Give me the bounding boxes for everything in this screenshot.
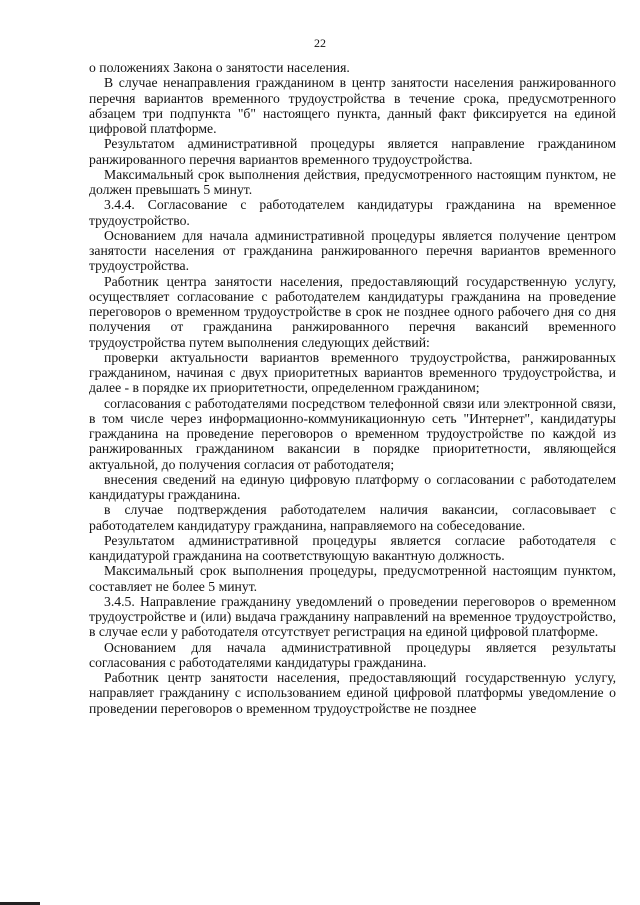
- paragraph-employee-actions: Работник центра занятости населения, предоставляющий государственную услугу, осуществляет согласование с работодателем кандидатуры гражданина на проведение переговоров о временном трудоустройстве в срок не позднее одного рабочего дня со дня получения от гражданина ранжированного перечня вакансий временного трудоустройства путем выполнения следующих действий:: [89, 273, 616, 350]
- paragraph-result-consent: Результатом административной процедуры является согласие работодателя с кандидатурой гражданина на соответствующую вакантную должность.: [89, 532, 616, 563]
- page-number: 22: [314, 36, 326, 50]
- section-heading-3-4-5: 3.4.5. Направление гражданину уведомлений о проведении переговоров о временном трудоустройстве и (или) выдача гражданину направлений на временное трудоустройство, в случае если у работодателя отсутствует регистрация на единой цифровой платформе.: [89, 593, 616, 640]
- section-heading-3-4-4: 3.4.4. Согласование с работодателем кандидатуры гражданина на временное трудоустройство.: [89, 197, 616, 228]
- paragraph-basis-3-4-5: Основанием для начала административной процедуры является результаты согласования с работодателями кандидатуры гражданина.: [89, 639, 616, 670]
- list-item-platform-entry: внесения сведений на единую цифровую платформу о согласовании с работодателем кандидатуры гражданина.: [89, 471, 616, 502]
- list-item-verification: проверки актуальности вариантов временного трудоустройства, ранжированных гражданином, начиная с двух приоритетных вариантов временного трудоустройства, и далее - в порядке их приоритетности, определенном гражданином;: [89, 349, 616, 396]
- document-body: [89, 60, 616, 716]
- paragraph-non-submission: В случае ненаправления гражданином в центр занятости населения ранжированного перечня вариантов временного трудоустройства в течение срока, предусмотренного абзацем три подпункта "б" настоящего пункта, данный факт фиксируется на единой цифровой платформе.: [89, 75, 616, 136]
- paragraph-vacancy-confirmation: в случае подтверждения работодателем наличия вакансии, согласовывает с работодателем кандидатуру гражданина, направляемого на собеседование.: [89, 502, 616, 533]
- paragraph-max-time-action: Максимальный срок выполнения действия, предусмотренного настоящим пунктом, не должен превышать 5 минут.: [89, 166, 616, 197]
- paragraph-result-submission: Результатом административной процедуры является направление гражданином ранжированного перечня вариантов временного трудоустройства.: [89, 136, 616, 167]
- list-item-coordination: согласования с работодателями посредством телефонной связи или электронной связи, в том числе через информационно-коммуникационную сеть "Интернет", кандидатуры гражданина на проведение переговоров о временном трудоустройстве по каждой из ранжированных гражданином вакансии в порядке приоритетности, являющейся актуальной, до получения согласия от работодателя;: [89, 395, 616, 472]
- paragraph-basis-3-4-4: Основанием для начала административной процедуры является получение центром занятости населения от гражданина ранжированного перечня вариантов временного трудоустройства.: [89, 227, 616, 274]
- paragraph-notification: Работник центр занятости населения, предоставляющий государственную услугу, направляет гражданину с использованием единой цифровой платформы уведомление о проведении переговоров о временном трудоустройстве не позднее: [89, 670, 616, 716]
- paragraph-max-time-procedure: Максимальный срок выполнения процедуры, предусмотренной настоящим пунктом, составляет не более 5 минут.: [89, 563, 616, 594]
- paragraph-continuation: о положениях Закона о занятости населения.: [89, 60, 350, 75]
